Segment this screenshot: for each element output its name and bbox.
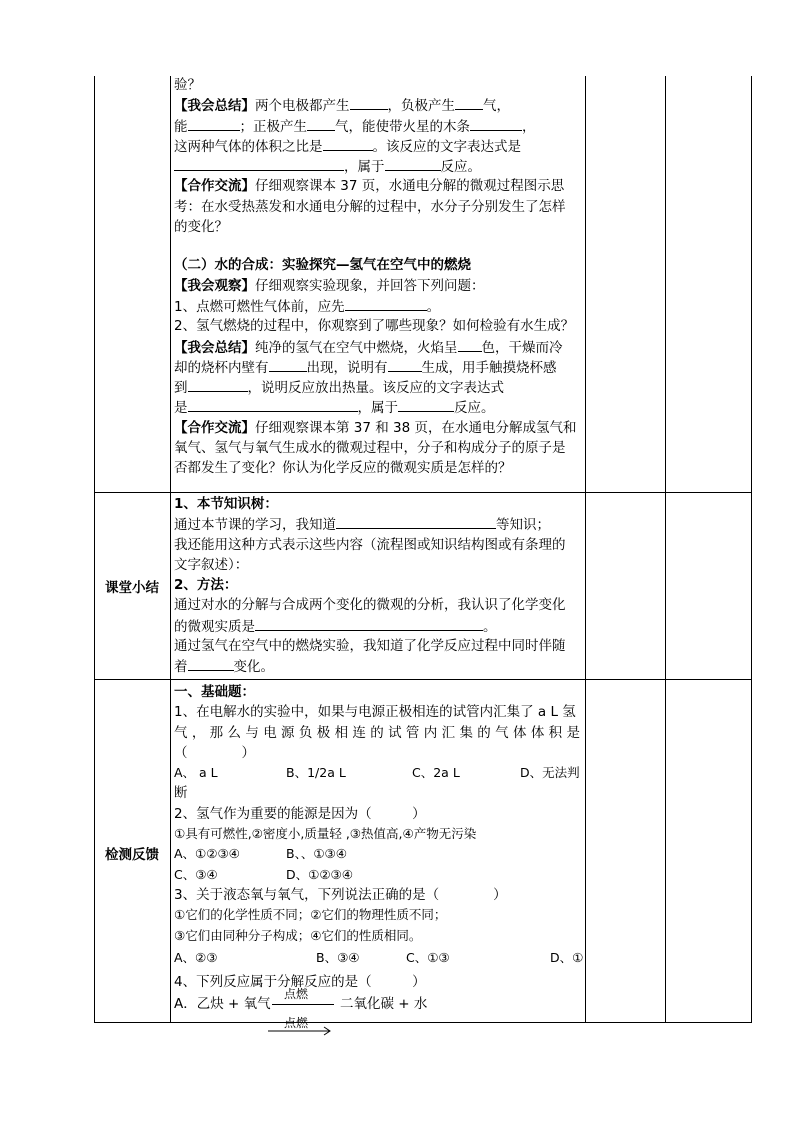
table-border-left — [94, 76, 95, 1023]
observe-q1: 1、点燃可燃性气体前，应先 。 — [174, 296, 580, 316]
option-b[interactable]: B、、①③④ — [286, 846, 347, 862]
blank[interactable] — [455, 95, 483, 110]
blank[interactable] — [345, 296, 427, 311]
question-1-line-2: 气，那么与电源负极相连的试管内汇集的气体体积是 — [174, 724, 580, 741]
question-2-options-2 — [174, 865, 580, 885]
summary-knowledge: 通过本节课的学习，我知道 等知识； — [174, 514, 580, 534]
blank[interactable] — [255, 616, 483, 631]
option-d[interactable]: D、无法判 — [520, 765, 580, 781]
exchange2-line-1: 【合作交流】仔细观察课本第 37 和 38 页，在水通电分解成氢气和 — [174, 419, 577, 436]
summary-prompt-4: ，属于 反应。 — [174, 156, 580, 176]
table-rule-feedback-top — [94, 679, 751, 680]
blank[interactable] — [388, 357, 422, 372]
blank[interactable] — [350, 95, 388, 110]
table-rule-summary-top — [94, 492, 751, 493]
summary2-line-1: 【我会总结】纯净的氢气在空气中燃烧，火焰呈 色，干燥而冷 — [174, 337, 580, 357]
blank[interactable] — [398, 397, 454, 412]
question-4: 4、下列反应属于分解反应的是（ ） — [174, 974, 426, 991]
summary-method-2: 的微观实质是 。 — [174, 616, 580, 636]
option-a[interactable]: A、②③ — [174, 949, 218, 965]
blank[interactable] — [188, 656, 234, 671]
table-rule-bottom — [94, 1022, 751, 1023]
reaction-condition-overflow: 点燃 — [284, 1016, 309, 1030]
feedback-heading: 一、基础题： — [174, 684, 255, 700]
blank[interactable] — [174, 156, 344, 171]
table-border-col3 — [665, 76, 666, 1023]
exchange2-line-2: 氧气、氢气与氧气生成水的微观过程中，分子和构成分子的原子是 — [174, 440, 566, 457]
observe-prompt: 【我会观察】仔细观察实验现象，并回答下列问题： — [174, 277, 485, 294]
blank[interactable] — [470, 116, 522, 131]
table-border-right — [751, 76, 752, 1023]
summary-heading-2: 2、方法： — [174, 577, 238, 594]
exchange-line-2: 考：在水受热蒸发和水通电分解的过程中，水分子分别发生了怎样 — [174, 198, 566, 215]
exchange2-line-3: 否都发生了变化？你认为化学反应的微观实质是怎样的？ — [174, 460, 512, 477]
question-1-paren: （ ） — [174, 744, 255, 761]
summary-prompt-1: 【我会总结】两个电极都产生 ，负极产生 气， — [174, 95, 580, 115]
question-1-options — [174, 763, 580, 783]
option-d[interactable]: D、① — [550, 949, 584, 965]
option-a[interactable]: A、①②③④ — [174, 846, 240, 862]
section-feedback — [174, 682, 584, 1015]
feedback-label: 检测反馈 — [105, 847, 159, 863]
blank[interactable] — [188, 377, 248, 392]
question-3-statements-1: ①它们的化学性质不同；②它们的物理性质不同； — [174, 907, 447, 923]
section-summary — [174, 494, 580, 677]
observe-q2: 2、氢气燃烧的过程中，你观察到了哪些现象？如何检验有水生成？ — [174, 318, 575, 335]
summary-prompt-2: 能 ；正极产生 气，能使带火星的木条 ， — [174, 116, 580, 136]
question-1-line-1: 1、在电解水的实验中，如果与电源正极相连的试管内汇集了 a L 氢 — [174, 704, 576, 721]
blank[interactable] — [188, 116, 240, 131]
summary-label: 课堂小结 — [105, 580, 159, 596]
section-heading-synthesis: （二）水的合成：实验探究—氢气在空气中的燃烧 — [174, 257, 471, 274]
option-c[interactable]: C、2a L — [412, 765, 460, 781]
reaction-arrow — [272, 1004, 334, 1005]
option-c[interactable]: C、③④ — [174, 866, 218, 882]
blank[interactable] — [188, 397, 358, 412]
blank[interactable] — [458, 337, 482, 352]
summary2-line-2: 却的烧杯内壁有 出现，说明有 生成，用手触摸烧杯感 — [174, 357, 580, 377]
summary-heading-1: 1、本节知识树： — [174, 496, 278, 512]
table-border-label — [170, 76, 171, 1023]
blank[interactable] — [307, 116, 335, 131]
exchange-prompt: 【合作交流】仔细观察课本 37 页，水通电分解的微观过程图示思 — [174, 178, 565, 195]
summary-method-3: 通过氢气在空气中的燃烧实验，我知道了化学反应过程中同时伴随 — [174, 638, 566, 655]
summary-line-3: 文字叙述）： — [174, 556, 249, 573]
option-d[interactable]: D、①②③④ — [286, 866, 353, 882]
summary-method-1: 通过对水的分解与合成两个变化的微观的分析，我认识了化学变化 — [174, 597, 566, 614]
option-c[interactable]: C、①③ — [406, 949, 450, 965]
summary-prompt-3: 这两种气体的体积之比是 。该反应的文字表达式是 — [174, 136, 580, 156]
reaction-condition: 点燃 — [284, 987, 309, 1002]
summary2-line-4: 是 ，属于 反应。 — [174, 397, 580, 417]
question-4-option-a: A．乙炔 + 氧气 点燃 二氧化碳 + 水 — [174, 994, 580, 1014]
table-border-content — [585, 76, 586, 1023]
question-3-options — [174, 948, 584, 968]
question-3: 3、关于液态氧与氧气，下列说法正确的是（ ） — [174, 886, 507, 903]
summary-method-4: 着 变化。 — [174, 656, 580, 676]
blank[interactable] — [269, 357, 307, 372]
question-2-statements: ①具有可燃性,②密度小,质量轻 ,③热值高,④产物无污染 — [174, 826, 477, 842]
question-3-statements-2: ③它们由同种分子构成；④它们的性质相同。 — [174, 927, 422, 943]
option-b[interactable]: B、③④ — [316, 949, 360, 965]
exchange-line-3: 的变化？ — [174, 219, 228, 236]
summary-line-2: 我还能用这种方式表示这些内容（流程图或知识结构图或有条理的 — [174, 536, 566, 553]
line-1: 验？ — [174, 77, 201, 93]
option-a[interactable]: A、 a L — [174, 765, 218, 781]
blank[interactable] — [336, 514, 496, 529]
option-b[interactable]: B、1/2a L — [286, 765, 346, 781]
blank[interactable] — [323, 136, 373, 151]
summary2-line-3: 到 ，说明反应放出热量。该反应的文字表达式 — [174, 377, 580, 397]
reaction-arrow-overflow — [266, 1026, 336, 1036]
section-water-electrolysis — [174, 75, 580, 479]
question-2: 2、氢气作为重要的能源是因为（ ） — [174, 805, 426, 822]
question-2-options-1 — [174, 844, 580, 864]
blank[interactable] — [385, 156, 441, 171]
question-1-wrap: 断 — [174, 785, 188, 802]
